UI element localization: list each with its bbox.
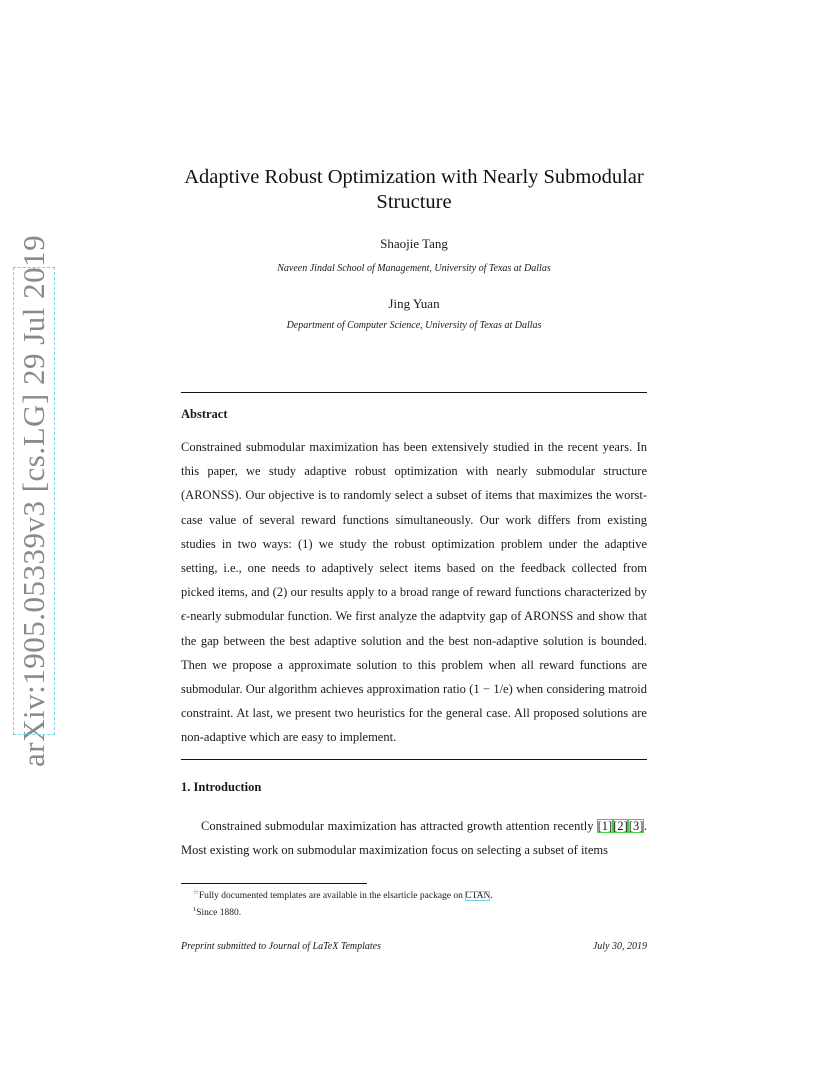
footnote-mark-2: 1 <box>193 906 197 914</box>
introduction-text <box>181 814 647 862</box>
abstract-text-part-1: Constrained submodular maximization has been extensively studied in the recent years. In this paper, we study adaptive robust optimization with nearly submodular structure (ARONSS). Our objective is to randomly select a subset of items that maximizes the worst-case value of several reward functions simultaneously. Our work differs from existing studies in two ways: (1) we study the robust optimization problem under the adaptive setting, i.e., one needs to adaptively select items based on the feedback collected from picked items, and (2) our results apply to a broad range of reward functions characterized by <box>181 440 647 600</box>
abstract-heading: Abstract <box>181 407 228 421</box>
citation-link-3[interactable]: [3] <box>628 819 644 833</box>
section-heading-introduction: 1. Introduction <box>181 780 262 794</box>
footnote-rule <box>181 883 367 884</box>
footnote-text-1: Fully documented templates are available in the elsarticle package on <box>198 891 466 902</box>
epsilon-symbol: ϵ <box>181 609 187 624</box>
abstract-top-rule <box>181 392 647 393</box>
title-line-2: Structure <box>376 191 452 213</box>
footnote-mark-1: ☆ <box>193 889 199 896</box>
footnote-2 <box>193 903 493 920</box>
footnotes <box>193 886 493 920</box>
arxiv-identifier[interactable]: arXiv:1905.05339v3 [cs.LG] 29 Jul 2019 <box>14 268 54 734</box>
intro-text-part-1: Constrained submodular maximization has attracted growth attention recently <box>201 819 598 833</box>
abstract-text-part-2: -nearly submodular function. We first analyze the adaptvity gap of ARONSS and show that the gap between the best adaptive solution and the best non-adaptive solution is bounded. Then we propose a approximate solution to this problem when all reward functions are submodular. Our algorithm achieves approximation ratio <box>181 609 647 697</box>
author-affiliation-2: Department of Computer Science, University of Texas at Dallas <box>286 320 542 331</box>
intro-text-part-2: . Most existing work on submodular maximization focus on selecting a subset of items <box>181 819 647 858</box>
ctan-link[interactable]: CTAN <box>465 891 491 902</box>
footnote-after-1: . <box>490 891 493 902</box>
author-name-1: Shaojie Tang <box>380 236 448 251</box>
abstract-text <box>181 435 647 750</box>
author-name-2: Jing Yuan <box>388 296 440 311</box>
author-affiliation-1: Naveen Jindal School of Management, University of Texas at Dallas <box>277 263 551 274</box>
title-line-1: Adaptive Robust Optimization with Nearly Submodular <box>184 166 644 188</box>
footer-journal: Preprint submitted to Journal of LaTeX Templates <box>181 941 382 952</box>
paper-title <box>150 165 678 215</box>
abstract-bottom-rule <box>181 759 647 760</box>
footnote-text-2: Since 1880. <box>196 908 242 919</box>
footer-date: July 30, 2019 <box>592 941 647 952</box>
citation-link-1[interactable]: [1] <box>597 819 613 833</box>
footnote-1 <box>193 886 493 903</box>
citation-link-2[interactable]: [2] <box>613 819 628 833</box>
approximation-ratio: (1 − 1/e) <box>469 682 513 697</box>
abstract-text-part-3: when considering matroid constraint. At last, we present two heuristics for the general case. All proposed solutions are non-adaptive which are easy to implement. <box>181 682 647 745</box>
